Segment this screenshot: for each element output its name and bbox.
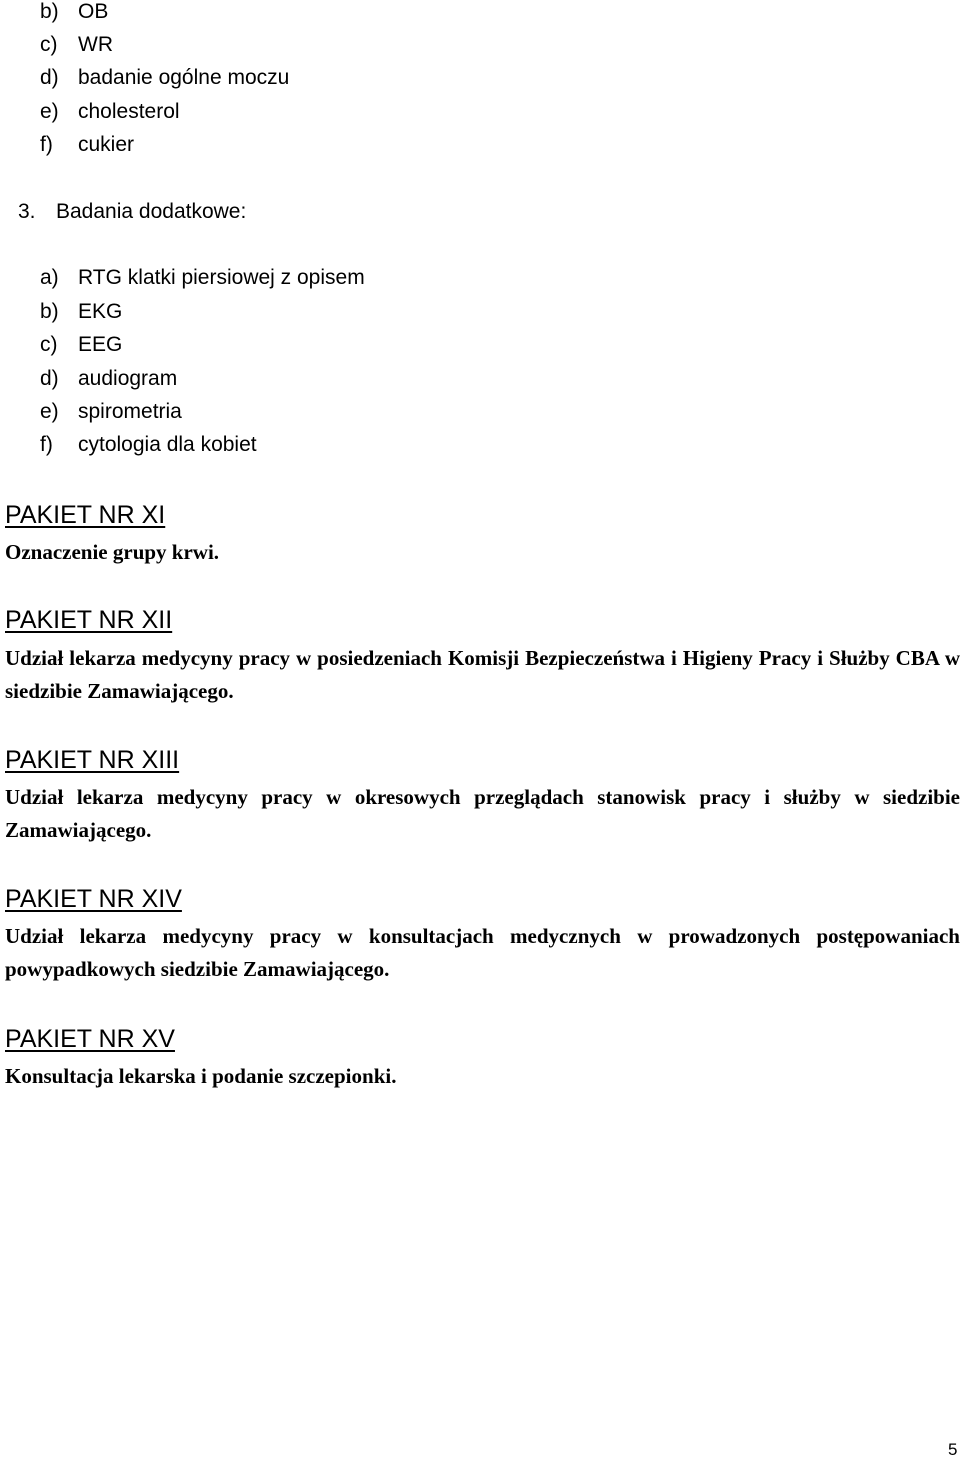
list-item-text: WR (78, 33, 113, 56)
list-marker: d) (40, 66, 59, 89)
list-item-text: badanie ogólne moczu (78, 66, 290, 89)
page-number: 5 (948, 1440, 958, 1459)
package-title: PAKIET NR XV (5, 1025, 175, 1053)
list-marker: f) (40, 433, 53, 456)
package-body: Konsultacja lekarska i podanie szczepionki. (5, 1064, 397, 1088)
list-item-text: RTG klatki piersiowej z opisem (78, 266, 365, 289)
package-body: Udział lekarza medycyny pracy w posiedzeniach Komisji Bezpieczeństwa i Higieny Pracy i Służby CBA w siedzibie Zamawiającego. (5, 646, 960, 703)
list-item (40, 333, 122, 357)
list-item (40, 66, 289, 90)
section-heading-text: Badania dodatkowe: (56, 200, 247, 223)
list-item (40, 400, 182, 424)
list-item (40, 33, 113, 57)
list-marker: a) (40, 266, 59, 289)
list-item-text: cukier (78, 133, 135, 156)
list-item (40, 0, 108, 24)
list-marker: d) (40, 367, 59, 390)
package-body: Udział lekarza medycyny pracy w okresowych przeglądach stanowisk pracy i służby w siedzibie Zamawiającego. (5, 785, 960, 842)
list-marker: f) (40, 133, 53, 156)
section-number: 3. (18, 200, 36, 223)
list-item (40, 300, 122, 324)
list-marker: e) (40, 400, 59, 423)
list-item-text: spirometria (78, 400, 182, 423)
list-item-text: EEG (78, 333, 123, 356)
package-body: Oznaczenie grupy krwi. (5, 540, 220, 564)
package-title: PAKIET NR XIII (5, 746, 180, 774)
package-title: PAKIET NR XIV (5, 885, 182, 913)
list-item (40, 367, 177, 391)
list-item-text: OB (78, 0, 109, 23)
list-item-text: cytologia dla kobiet (78, 433, 257, 456)
package-title: PAKIET NR XI (5, 501, 166, 529)
list-item-text: audiogram (78, 367, 178, 390)
package-body: Udział lekarza medycyny pracy w konsultacjach medycznych w prowadzonych postępowaniach powypadkowych siedzibie Zamawiającego. (5, 924, 960, 981)
list-marker: e) (40, 100, 59, 123)
package-title: PAKIET NR XII (5, 606, 173, 634)
list-item (40, 433, 257, 457)
list-marker: c) (40, 333, 58, 356)
list-marker: c) (40, 33, 58, 56)
list-item (40, 133, 134, 157)
list-item-text: EKG (78, 300, 123, 323)
list-marker: b) (40, 300, 59, 323)
list-marker: b) (40, 0, 59, 23)
list-item-text: cholesterol (78, 100, 180, 123)
list-item (40, 100, 180, 124)
section-heading (18, 200, 246, 224)
list-item (40, 266, 365, 290)
